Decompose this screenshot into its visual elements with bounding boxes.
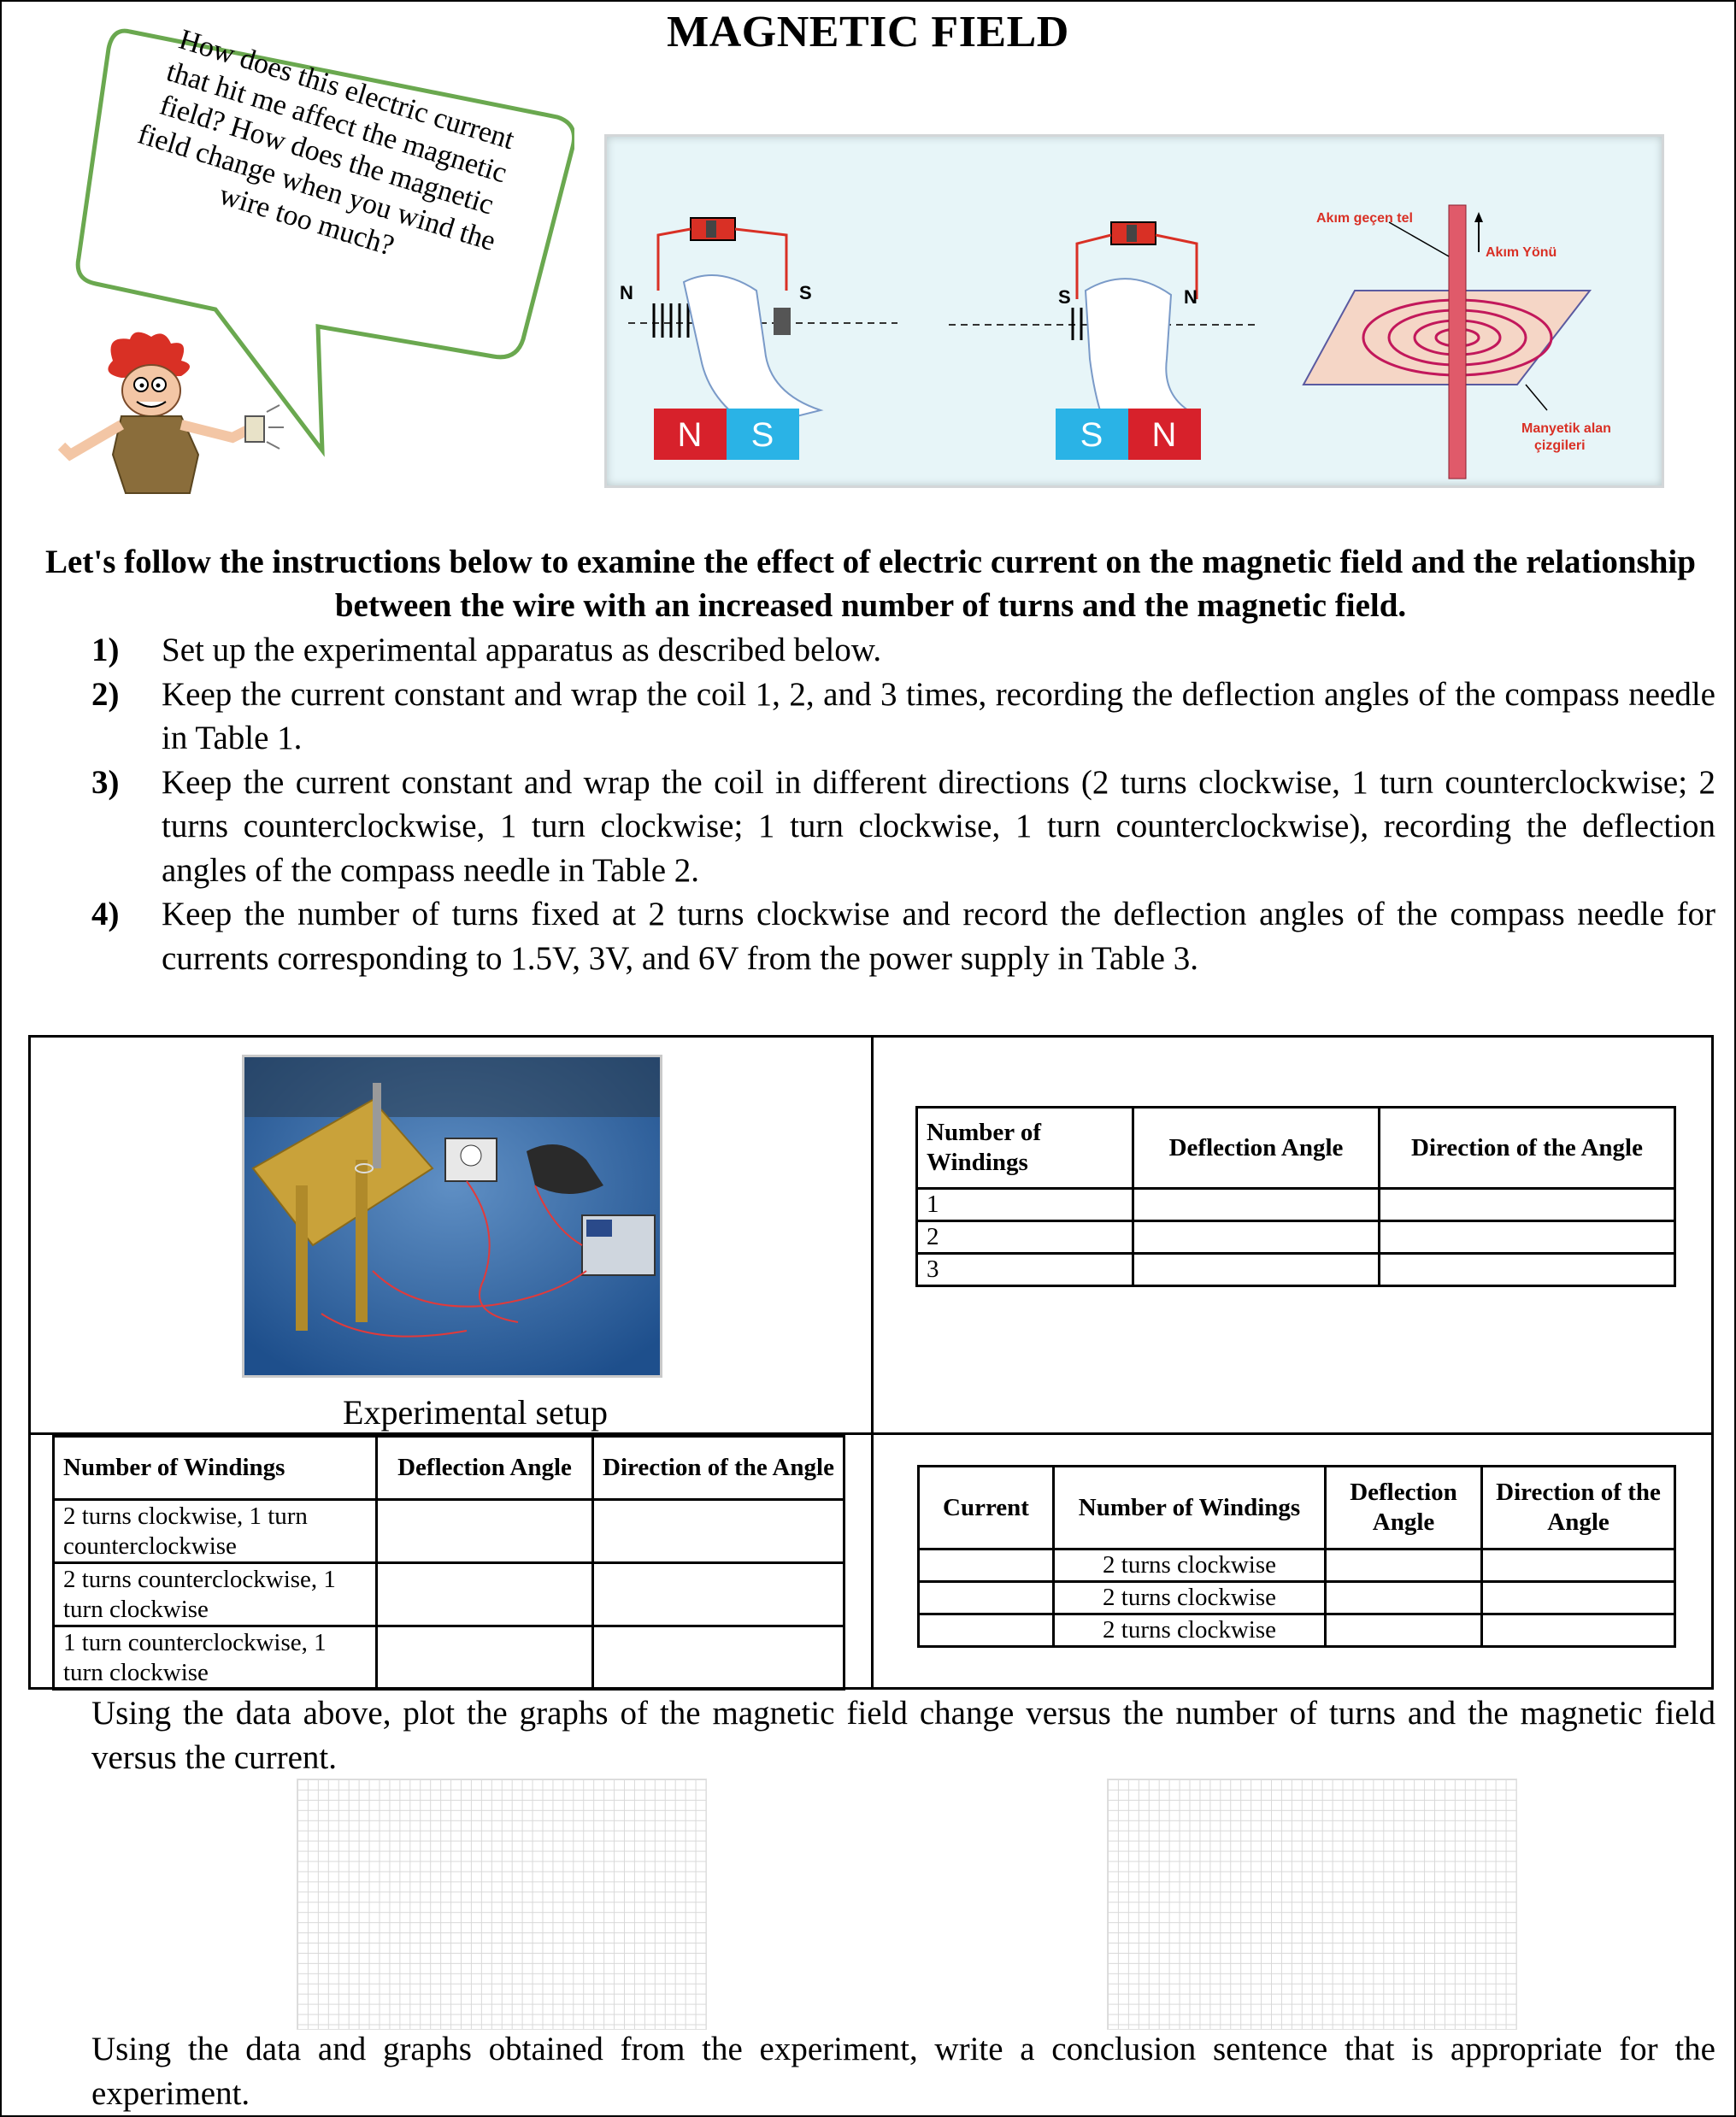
instructions-intro: Let's follow the instructions below to examine the effect of electric current on the magnetic field and the relationship between the wire with an increased number of turns and the magnetic field. xyxy=(45,544,1696,624)
answer-cell[interactable] xyxy=(1482,1614,1675,1647)
table-cell: 2 turns clockwise, 1 turn counterclockwise xyxy=(54,1500,377,1563)
answer-cell[interactable] xyxy=(919,1614,1054,1647)
table-cell: 2 turns clockwise xyxy=(1054,1614,1326,1647)
table-header: Number of Windings xyxy=(917,1108,1133,1189)
table-current xyxy=(917,1465,1676,1648)
graph-paper-current[interactable] xyxy=(1107,1779,1517,2030)
magnet-n-label: N xyxy=(677,416,703,454)
pole-label: N xyxy=(620,282,633,303)
pole-label: N xyxy=(1184,286,1198,308)
step-item xyxy=(91,673,1715,761)
shocked-scientist-icon xyxy=(53,326,309,497)
step-item xyxy=(91,761,1715,893)
figure-label: Manyetik alan xyxy=(1521,421,1611,436)
table-cell: 1 turn counterclockwise, 1 turn clockwise xyxy=(54,1626,377,1690)
answer-cell[interactable] xyxy=(377,1626,593,1690)
table-header: Direction of the Angle xyxy=(593,1437,844,1500)
table-header: Deflection Angle xyxy=(377,1437,593,1500)
table-cell: 1 xyxy=(917,1189,1133,1221)
conclusion-instruction: Using the data and graphs obtained from the experiment, write a conclusion sentence that is appropriate for the experiment. xyxy=(91,2031,1715,2112)
table-row xyxy=(919,1582,1675,1614)
step-number: 1) xyxy=(91,632,120,668)
table-row xyxy=(919,1614,1675,1647)
figure-label: Akım geçen tel xyxy=(1316,211,1413,226)
table-header-row xyxy=(919,1467,1675,1550)
setup-caption: Experimental setup xyxy=(343,1393,608,1432)
table-cell: 2 turns counterclockwise, 1 turn clockwise xyxy=(54,1563,377,1626)
answer-cell[interactable] xyxy=(919,1582,1054,1614)
table-row xyxy=(917,1254,1675,1286)
table-row xyxy=(54,1626,844,1690)
table-row xyxy=(54,1563,844,1626)
step-item xyxy=(91,892,1715,980)
table-header: Number of Windings xyxy=(54,1437,377,1500)
step-number: 3) xyxy=(91,763,120,801)
table-header: Current xyxy=(919,1467,1054,1550)
answer-cell[interactable] xyxy=(1326,1614,1482,1647)
table-row xyxy=(917,1221,1675,1254)
table-cell: 2 turns clockwise xyxy=(1054,1550,1326,1582)
divider xyxy=(871,1038,874,1690)
answer-cell[interactable] xyxy=(377,1500,593,1563)
table-row xyxy=(919,1550,1675,1582)
answer-cell[interactable] xyxy=(593,1563,844,1626)
figure-label: Akım Yönü xyxy=(1486,245,1557,260)
answer-cell[interactable] xyxy=(1380,1254,1675,1286)
table-header: Direction of the Angle xyxy=(1482,1467,1675,1550)
step-text: Set up the experimental apparatus as described below. xyxy=(162,632,882,668)
magnet-s-label: S xyxy=(750,416,774,454)
answer-cell[interactable] xyxy=(1326,1550,1482,1582)
answer-cell[interactable] xyxy=(1380,1221,1675,1254)
table-winding-directions xyxy=(52,1435,845,1691)
speech-bubble-text: How does this electric current that hit me affect the magnetic field? How does the magnetic field change when you wind the wire too much? xyxy=(133,23,518,262)
step-text: Keep the current constant and wrap the coil 1, 2, and 3 times, recording the deflection angles of the compass needle in Table 1. xyxy=(162,675,1715,756)
table-windings xyxy=(915,1106,1676,1287)
graph-paper-turns[interactable] xyxy=(297,1779,707,2030)
answer-cell[interactable] xyxy=(1133,1189,1380,1221)
answer-cell[interactable] xyxy=(593,1500,844,1563)
table-header: Deflection Angle xyxy=(1326,1467,1482,1550)
experiment-tables-frame xyxy=(28,1035,1714,1690)
divider xyxy=(874,1432,1714,1435)
magnet-s-label: S xyxy=(1080,416,1103,454)
answer-cell[interactable] xyxy=(1133,1254,1380,1286)
step-number: 2) xyxy=(91,675,120,713)
table-row xyxy=(54,1500,844,1563)
table-cell: 3 xyxy=(917,1254,1133,1286)
page-title: MAGNETIC FIELD xyxy=(667,8,1069,56)
table-cell: 2 xyxy=(917,1221,1133,1254)
answer-cell[interactable] xyxy=(593,1626,844,1690)
instruction-steps xyxy=(91,628,1715,980)
pole-label: S xyxy=(799,282,812,303)
experimental-setup-photo xyxy=(242,1055,662,1378)
answer-cell[interactable] xyxy=(1482,1550,1675,1582)
table-cell: 2 turns clockwise xyxy=(1054,1582,1326,1614)
magnetic-field-diagram xyxy=(604,134,1664,488)
table-header-row xyxy=(54,1437,844,1500)
plot-instruction: Using the data above, plot the graphs of the magnetic field change versus the number of turns and the magnetic field versus the current. xyxy=(91,1695,1715,1776)
table-row xyxy=(917,1189,1675,1221)
answer-cell[interactable] xyxy=(377,1563,593,1626)
table-header: Deflection Angle xyxy=(1133,1108,1380,1189)
answer-cell[interactable] xyxy=(1326,1582,1482,1614)
step-text: Keep the current constant and wrap the coil in different directions (2 turns clockwise, 1 turn counterclockwise; 2 turns counterclockwise, 1 turn clockwise; 1 turn clockwise, 1 turn counterclockwise), recording the deflection angles of the compass needle in Table 2. xyxy=(162,763,1715,889)
table-header: Direction of the Angle xyxy=(1380,1108,1675,1189)
pole-label: S xyxy=(1058,286,1071,308)
table-header: Number of Windings xyxy=(1054,1467,1326,1550)
step-item xyxy=(91,628,1715,673)
answer-cell[interactable] xyxy=(1133,1221,1380,1254)
magnet-n-label: N xyxy=(1151,416,1177,454)
step-text: Keep the number of turns fixed at 2 turns clockwise and record the deflection angles of the compass needle for currents corresponding to 1.5V, 3V, and 6V from the power supply in Table 3. xyxy=(162,896,1715,977)
answer-cell[interactable] xyxy=(1482,1582,1675,1614)
table-header-row xyxy=(917,1108,1675,1189)
answer-cell[interactable] xyxy=(1380,1189,1675,1221)
step-number: 4) xyxy=(91,896,120,932)
figure-label: çizgileri xyxy=(1534,438,1586,453)
answer-cell[interactable] xyxy=(919,1550,1054,1582)
